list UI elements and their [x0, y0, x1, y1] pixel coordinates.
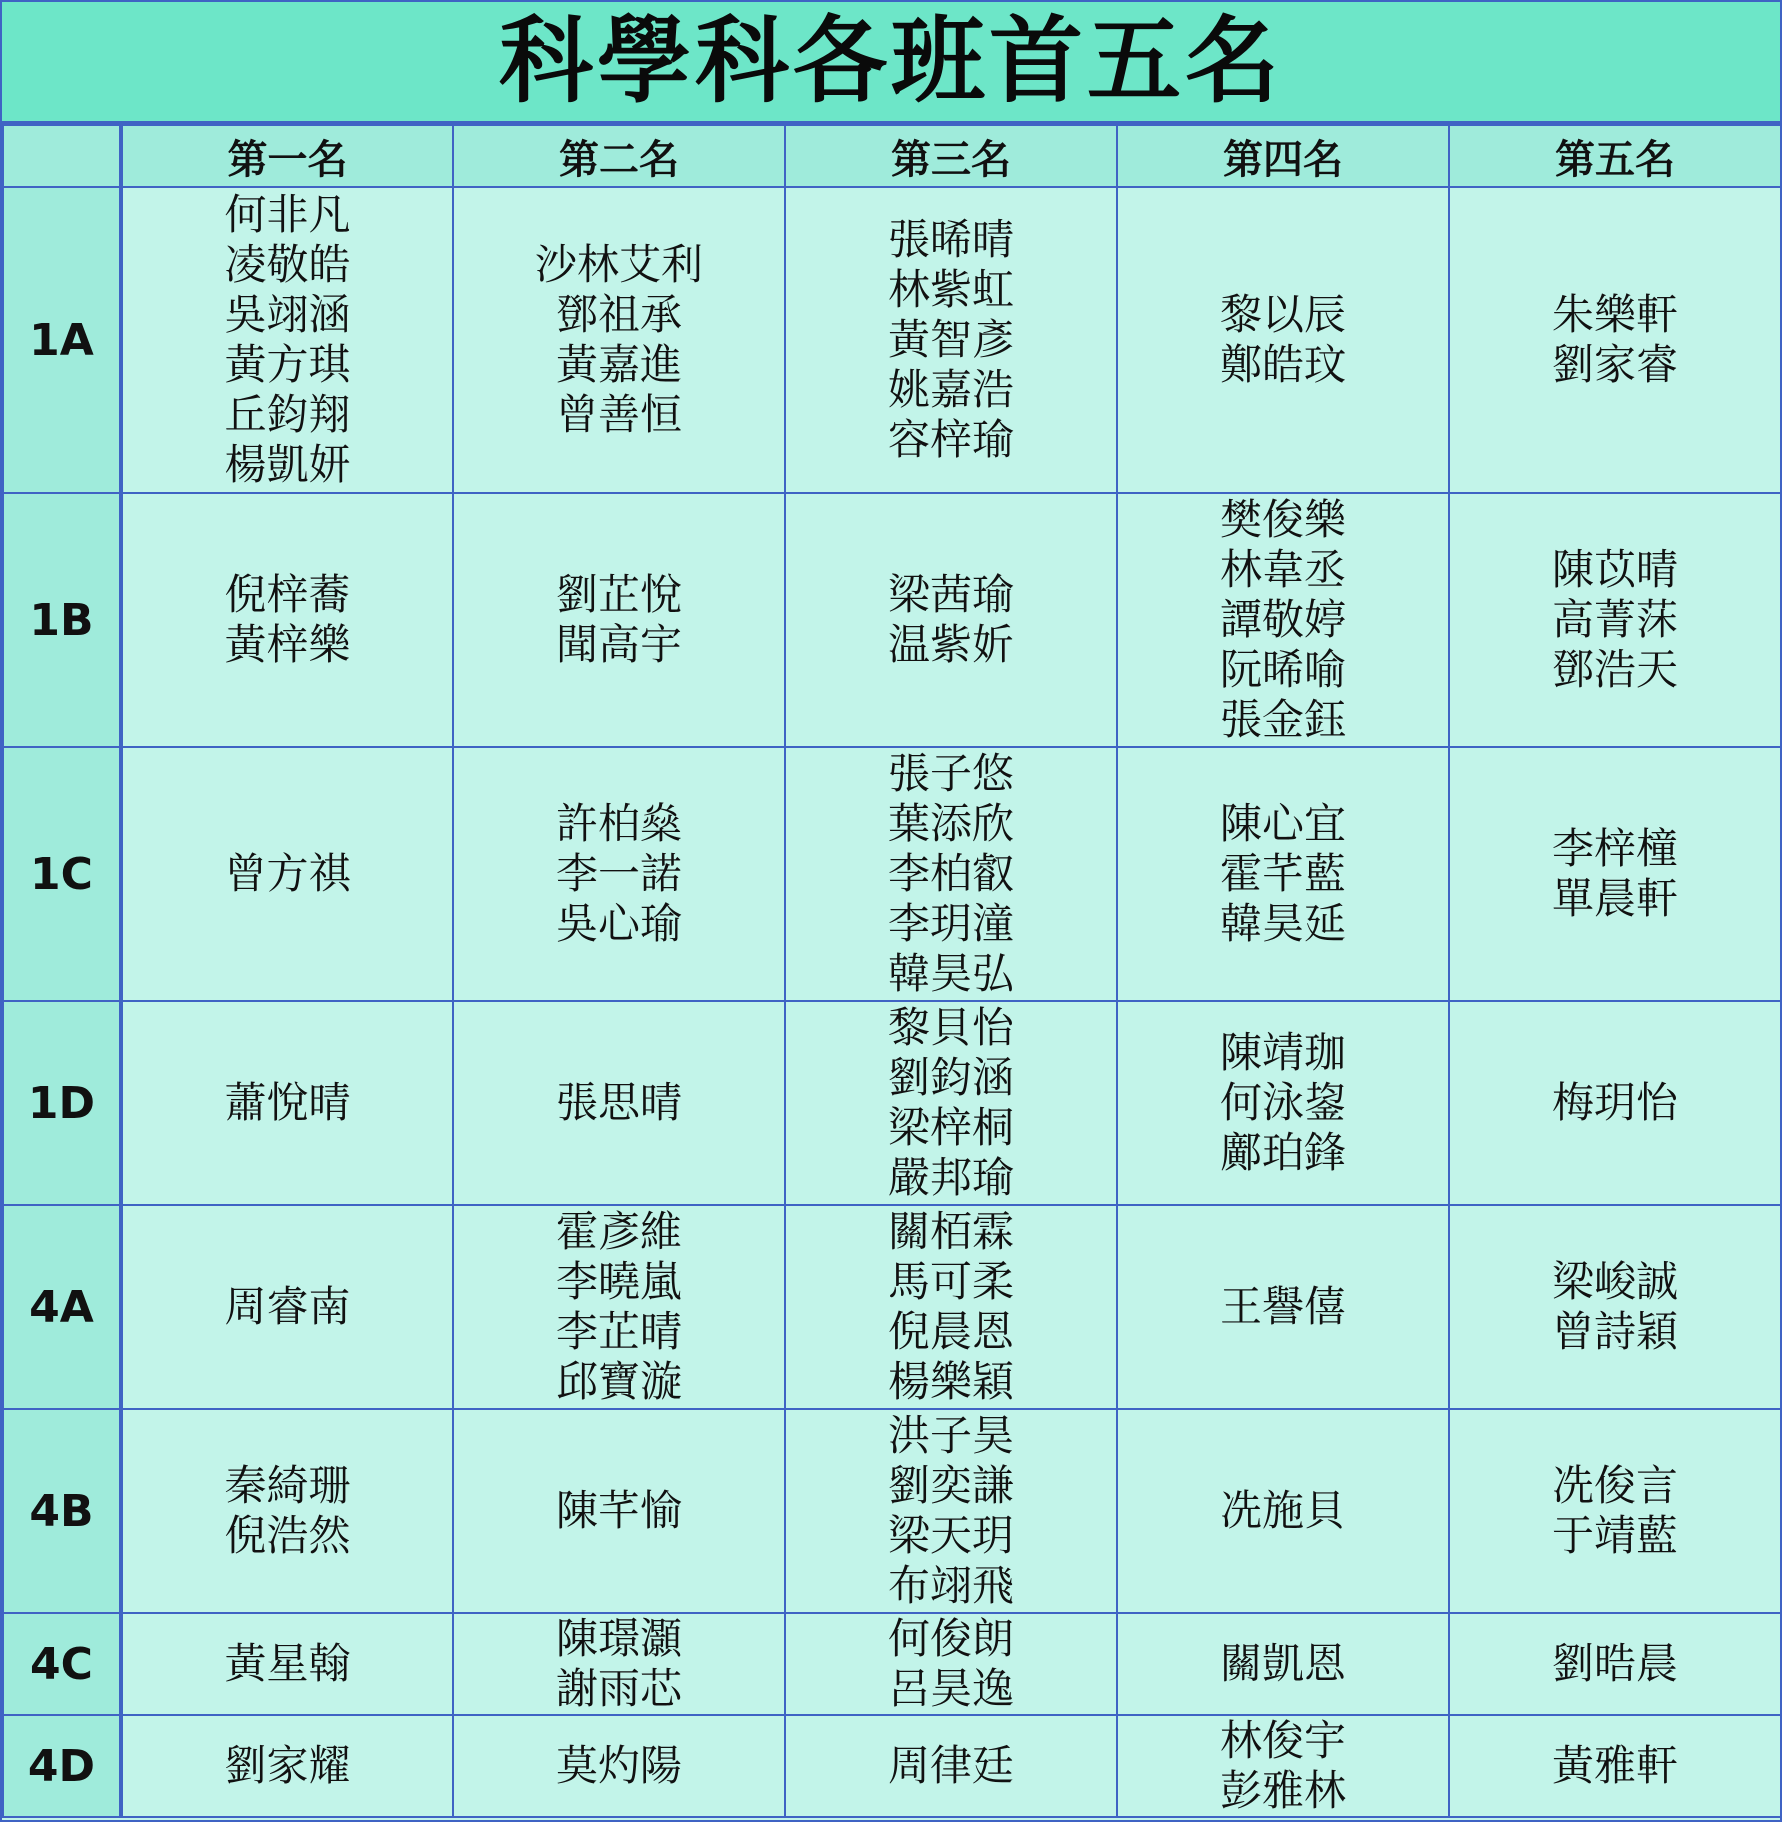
table-row: [3, 493, 1781, 747]
student-name: 黃雅軒: [1551, 1741, 1678, 1790]
student-name: 姚嘉浩: [887, 365, 1014, 414]
student-name: 朱樂軒: [1551, 290, 1678, 339]
rank-3-cell: [785, 187, 1117, 493]
student-name: 譚敬婷: [1219, 595, 1346, 644]
student-name: 林俊宇: [1219, 1716, 1346, 1765]
student-name: 倪浩然: [224, 1511, 351, 1560]
table-row: [3, 1613, 1781, 1715]
rank-5-cell: [1449, 1001, 1781, 1205]
rank-1-cell: [121, 1715, 453, 1817]
student-name: 黃梓樂: [224, 620, 351, 669]
class-label: 4D: [3, 1715, 121, 1817]
student-name: 蕭悅晴: [224, 1078, 351, 1127]
rank-5-cell: [1449, 493, 1781, 747]
student-name: 李柏叡: [887, 849, 1014, 898]
ranking-table: [2, 124, 1782, 1818]
student-name: 樊俊樂: [1219, 495, 1346, 544]
rank-4-cell: [1117, 1715, 1449, 1817]
student-name: 陳靖珈: [1219, 1028, 1346, 1077]
student-name: 梁天玥: [887, 1511, 1014, 1560]
student-name: 曾方祺: [224, 849, 351, 898]
student-name: 陳璟灝: [555, 1614, 682, 1663]
rank-1-cell: [121, 1613, 453, 1715]
student-name: 張子悠: [887, 749, 1014, 798]
student-name: 曾善恒: [555, 390, 682, 439]
student-name: 邱寶漩: [555, 1357, 682, 1406]
student-name: 梁茜瑜: [887, 570, 1014, 619]
student-name: 何非凡: [224, 190, 351, 239]
student-name: 霍彥維: [555, 1207, 682, 1256]
student-name: 呂昊逸: [887, 1664, 1014, 1713]
column-header-rank-1: 第一名: [121, 125, 453, 187]
rank-3-cell: [785, 1715, 1117, 1817]
student-name: 冼施貝: [1219, 1486, 1346, 1535]
rank-5-cell: [1449, 747, 1781, 1001]
column-header-rank-5: 第五名: [1449, 125, 1781, 187]
class-label: 1C: [3, 747, 121, 1001]
student-name: 莫灼陽: [555, 1741, 682, 1790]
rank-2-cell: [453, 1613, 785, 1715]
student-name: 許柏燊: [555, 799, 682, 848]
student-name: 梁梓桐: [887, 1103, 1014, 1152]
column-header-rank-2: 第二名: [453, 125, 785, 187]
student-name: 劉鈞涵: [887, 1053, 1014, 1102]
table-row: [3, 747, 1781, 1001]
student-name: 聞高宇: [555, 620, 682, 669]
student-name: 黃星翰: [224, 1639, 351, 1688]
student-name: 楊凱妍: [224, 440, 351, 489]
rank-3-cell: [785, 1409, 1117, 1613]
class-label: 1B: [3, 493, 121, 747]
rank-2-cell: [453, 1409, 785, 1613]
student-name: 林韋丞: [1219, 545, 1346, 594]
student-name: 張金鈺: [1219, 695, 1346, 744]
student-name: 陳苡晴: [1551, 545, 1678, 594]
student-name: 鄭皓玟: [1219, 340, 1346, 389]
student-name: 劉家耀: [224, 1741, 351, 1790]
rank-2-cell: [453, 187, 785, 493]
student-name: 陳心宜: [1219, 799, 1346, 848]
table-row: [3, 1001, 1781, 1205]
column-header-rank-4: 第四名: [1117, 125, 1449, 187]
rank-3-cell: [785, 1205, 1117, 1409]
student-name: 倪晨恩: [887, 1307, 1014, 1356]
header-row: [3, 125, 1781, 187]
student-name: 吳心瑜: [555, 899, 682, 948]
student-name: 梁峻誠: [1551, 1257, 1678, 1306]
student-name: 温紫妡: [887, 620, 1014, 669]
student-name: 洪子昊: [887, 1411, 1014, 1460]
rank-4-cell: [1117, 747, 1449, 1001]
rank-2-cell: [453, 1205, 785, 1409]
student-name: 李曉嵐: [555, 1257, 682, 1306]
student-name: 謝雨芯: [555, 1664, 682, 1713]
student-name: 李梓橦: [1551, 824, 1678, 873]
student-name: 黃方琪: [224, 340, 351, 389]
rank-1-cell: [121, 747, 453, 1001]
student-name: 彭雅林: [1219, 1766, 1346, 1815]
page-title: 科學科各班首五名: [498, 6, 1283, 116]
rank-5-cell: [1449, 1205, 1781, 1409]
table-row: [3, 187, 1781, 493]
class-label: 4C: [3, 1613, 121, 1715]
student-name: 李一諾: [555, 849, 682, 898]
student-name: 黎貝怡: [887, 1003, 1014, 1052]
student-name: 劉家睿: [1551, 340, 1678, 389]
student-name: 吳翊涵: [224, 290, 351, 339]
student-name: 周律廷: [887, 1741, 1014, 1790]
column-header-rank-3: 第三名: [785, 125, 1117, 187]
student-name: 曾詩穎: [1551, 1307, 1678, 1356]
rank-4-cell: [1117, 493, 1449, 747]
student-name: 容梓瑜: [887, 415, 1014, 464]
class-label: 4A: [3, 1205, 121, 1409]
student-name: 陳芊愉: [555, 1486, 682, 1535]
student-name: 韓昊延: [1219, 899, 1346, 948]
class-label: 1D: [3, 1001, 121, 1205]
rank-5-cell: [1449, 187, 1781, 493]
class-label: 1A: [3, 187, 121, 493]
student-name: 凌敬皓: [224, 240, 351, 289]
rank-4-cell: [1117, 1001, 1449, 1205]
student-name: 秦綺珊: [224, 1461, 351, 1510]
student-name: 鄺珀鋒: [1219, 1128, 1346, 1177]
student-name: 布翊飛: [887, 1561, 1014, 1610]
rank-4-cell: [1117, 1613, 1449, 1715]
student-name: 單晨軒: [1551, 874, 1678, 923]
rank-1-cell: [121, 1001, 453, 1205]
student-name: 沙林艾利: [534, 240, 703, 289]
rank-3-cell: [785, 1001, 1117, 1205]
student-name: 何俊朗: [887, 1614, 1014, 1663]
student-name: 倪梓蕎: [224, 570, 351, 619]
rank-5-cell: [1449, 1409, 1781, 1613]
rank-2-cell: [453, 1715, 785, 1817]
rank-5-cell: [1449, 1715, 1781, 1817]
student-name: 霍芊藍: [1219, 849, 1346, 898]
student-name: 張晞晴: [887, 215, 1014, 264]
student-name: 李玥潼: [887, 899, 1014, 948]
rank-2-cell: [453, 493, 785, 747]
student-name: 馬可柔: [887, 1257, 1014, 1306]
rank-4-cell: [1117, 1205, 1449, 1409]
student-name: 黃智彥: [887, 315, 1014, 364]
table-row: [3, 1205, 1781, 1409]
rank-2-cell: [453, 1001, 785, 1205]
student-name: 鄧浩天: [1551, 645, 1678, 694]
rank-3-cell: [785, 1613, 1117, 1715]
rank-1-cell: [121, 1409, 453, 1613]
student-name: 楊樂穎: [887, 1357, 1014, 1406]
student-name: 李芷晴: [555, 1307, 682, 1356]
student-name: 鄧祖承: [555, 290, 682, 339]
corner-cell: [3, 125, 121, 187]
student-name: 丘鈞翔: [224, 390, 351, 439]
student-name: 張思晴: [555, 1078, 682, 1127]
student-name: 周睿南: [224, 1282, 351, 1331]
rank-2-cell: [453, 747, 785, 1001]
student-name: 何泳鋆: [1219, 1078, 1346, 1127]
rank-4-cell: [1117, 1409, 1449, 1613]
student-name: 劉芷悅: [555, 570, 682, 619]
student-name: 梅玥怡: [1551, 1078, 1678, 1127]
student-name: 阮晞喻: [1219, 645, 1346, 694]
student-name: 冼俊言: [1551, 1461, 1678, 1510]
rank-3-cell: [785, 493, 1117, 747]
student-name: 黃嘉進: [555, 340, 682, 389]
student-name: 林紫虹: [887, 265, 1014, 314]
table-row: [3, 1409, 1781, 1613]
class-label: 4B: [3, 1409, 121, 1613]
rank-3-cell: [785, 747, 1117, 1001]
student-name: 劉晧晨: [1551, 1639, 1678, 1688]
rank-4-cell: [1117, 187, 1449, 493]
student-name: 韓昊弘: [887, 949, 1014, 998]
student-name: 高菁莯: [1551, 595, 1678, 644]
student-name: 嚴邦瑜: [887, 1153, 1014, 1202]
student-name: 關栢霖: [887, 1207, 1014, 1256]
student-name: 王譽僖: [1219, 1282, 1346, 1331]
rank-5-cell: [1449, 1613, 1781, 1715]
student-name: 黎以辰: [1219, 290, 1346, 339]
student-name: 于靖藍: [1551, 1511, 1678, 1560]
rank-1-cell: [121, 493, 453, 747]
title-bar: [2, 2, 1780, 124]
student-name: 關凱恩: [1219, 1639, 1346, 1688]
table-row: [3, 1715, 1781, 1817]
rank-1-cell: [121, 1205, 453, 1409]
rank-1-cell: [121, 187, 453, 493]
student-name: 葉添欣: [887, 799, 1014, 848]
student-name: 劉奕謙: [887, 1461, 1014, 1510]
